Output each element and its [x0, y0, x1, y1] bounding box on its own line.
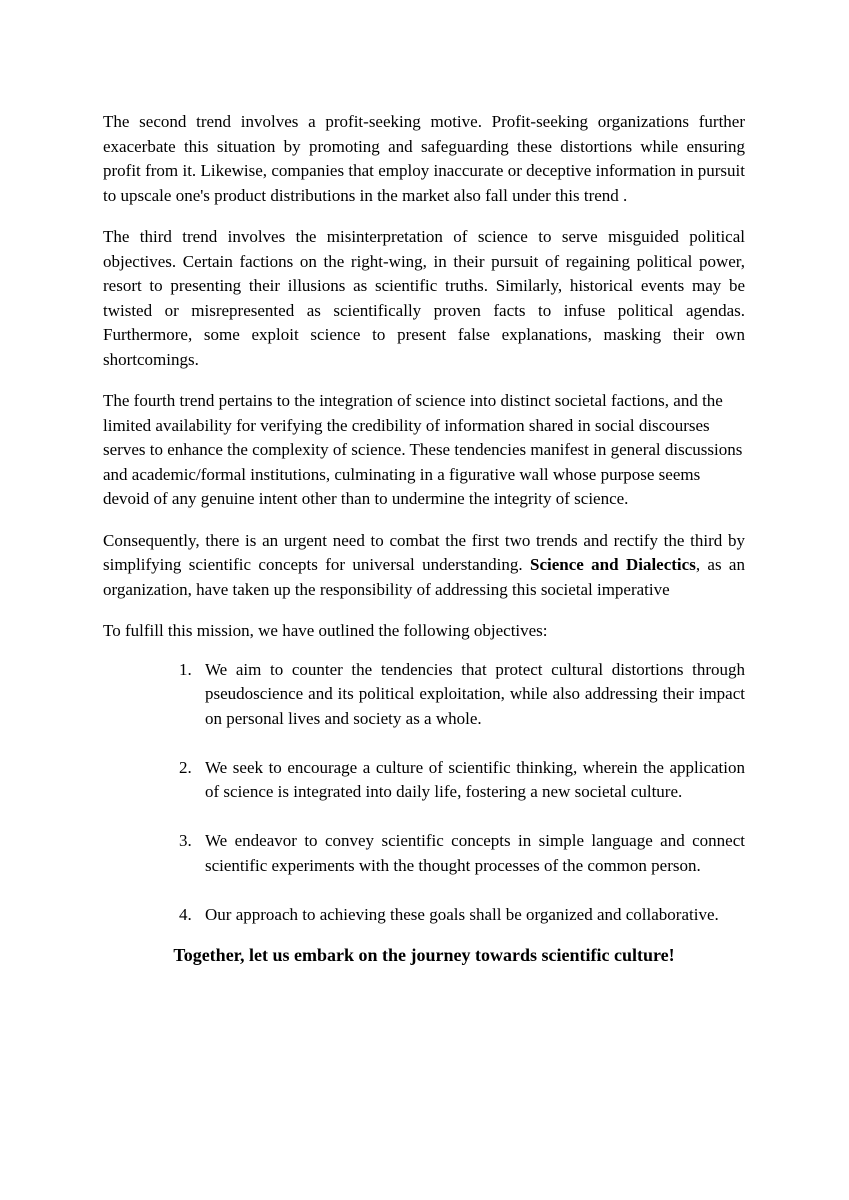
list-text: Our approach to achieving these goals shall be organized and collaborative.: [205, 904, 719, 924]
list-text: We aim to counter the tendencies that protect cultural distortions through pseudoscience and its political exploitation, while also addressing their impact on personal lives and society as a whole.: [205, 659, 745, 728]
list-item: [179, 756, 745, 805]
objectives-intro: To fulfill this mission, we have outlined the following objectives:: [103, 621, 548, 640]
closing-statement: Together, let us embark on the journey towards scientific culture!: [173, 945, 675, 965]
paragraph-third-trend: The third trend involves the misinterpretation of science to serve misguided political objectives. Certain factions on the right-wing, in their pursuit of regaining political power, resort to presenting their illusions as scientific truths. Similarly, historical events may be twisted or misrepresented as scientifically proven facts to infuse political agendas. Furthermore, some exploit science to present false explanations, masking their own shortcomings.: [103, 227, 745, 369]
list-text: We endeavor to convey scientific concepts in simple language and connect scientific experiments with the thought processes of the common person.: [205, 831, 745, 875]
paragraph-fourth-trend: The fourth trend pertains to the integration of science into distinct societal factions, and the limited availability for verifying the credibility of information shared in social discourses serves to enhance the complexity of science. These tendencies manifest in general discussions and academic/formal institutions, culminating in a figurative wall whose purpose seems devoid of any genuine intent other than to undermine the integrity of science.: [103, 391, 743, 508]
list-item: [179, 903, 745, 928]
list-number: 2.: [179, 757, 192, 777]
list-text: We seek to encourage a culture of scientific thinking, wherein the application of science is integrated into daily life, fostering a new societal culture.: [205, 757, 745, 801]
list-number: 3.: [179, 831, 192, 850]
paragraph-second-trend: The second trend involves a profit-seeking motive. Profit-seeking organizations further exacerbate this situation by promoting and safeguarding these distortions while ensuring profit from it. Likewise, companies that employ inaccurate or deceptive information in pursuit to upscale one's product distributions in the market also fall under this trend .: [103, 112, 745, 205]
list-item: [179, 829, 745, 878]
document-page: [103, 110, 745, 968]
list-number: 1.: [179, 659, 192, 679]
consequently-text-end: , as an organization, have taken up the responsibility of addressing this societal imperative: [103, 555, 745, 599]
list-item: [179, 658, 745, 732]
consequently-text: Consequently, there is an urgent need to combat the first two trends and rectify the third by simplifying scientific concepts for universal understanding.: [103, 530, 745, 574]
list-number: 4.: [179, 904, 192, 924]
objectives-list: [103, 658, 745, 928]
organization-name: Science and Dialectics: [530, 555, 696, 574]
paragraph-consequently: [103, 529, 745, 603]
